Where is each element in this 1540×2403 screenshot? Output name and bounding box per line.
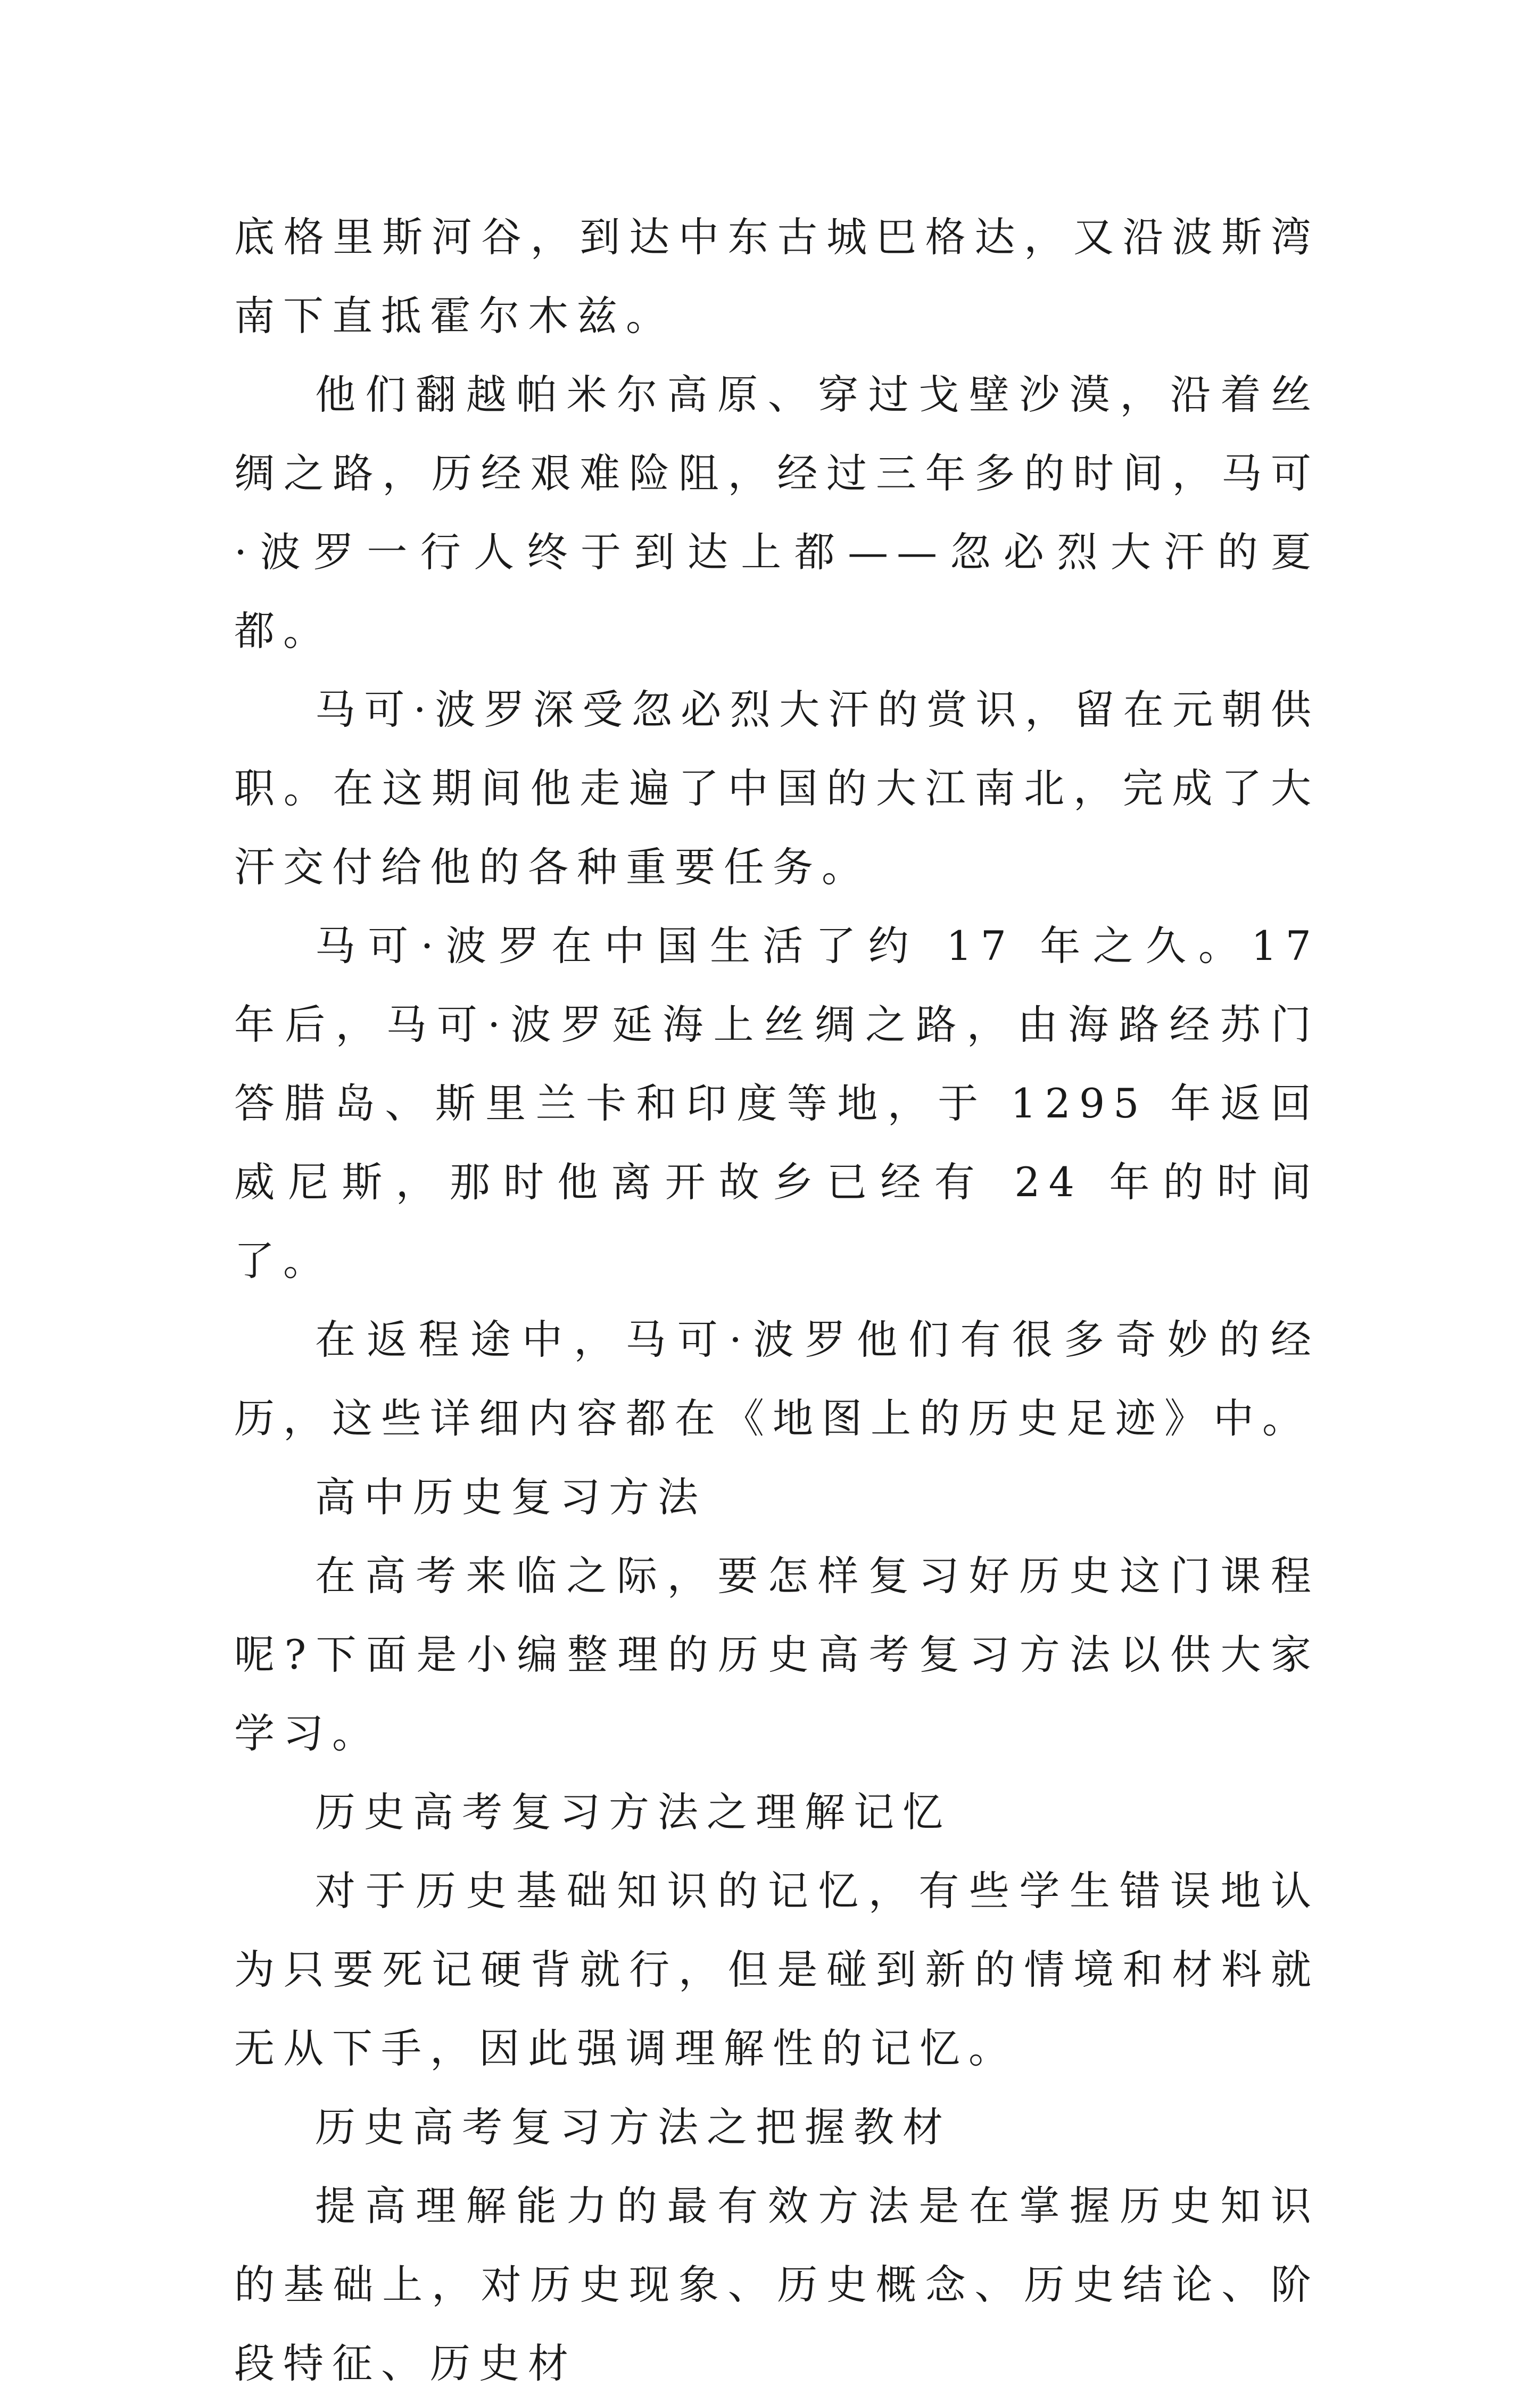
paragraph-intro: 在高考来临之际，要怎样复习好历史这门课程呢?下面是小编整理的历史高考复习方法以供大家学习。 <box>234 1552 1320 1757</box>
document-body <box>234 198 1320 2403</box>
paragraph-experiences: 在返程途中，马可·波罗他们有很多奇妙的经历，这些详细内容都在《地图上的历史足迹》中。 <box>234 1316 1320 1442</box>
paragraph-journey: 他们翻越帕米尔高原、穿过戈壁沙漠，沿着丝绸之路，历经艰难险阻，经过三年多的时间，马可·波罗一行人终于到达上都——忽必烈大汗的夏都。 <box>234 371 1320 654</box>
section-heading-memory: 历史高考复习方法之理解记忆 <box>315 1788 951 1836</box>
paragraph-memory: 对于历史基础知识的记忆，有些学生错误地认为只要死记硬背就行，但是碰到新的情境和材料就无从下手，因此强调理解性的记忆。 <box>234 1867 1320 2072</box>
paragraph-textbook: 提高理解能力的最有效方法是在掌握历史知识的基础上，对历史现象、历史概念、历史结论、阶段特征、历史材 <box>234 2182 1320 2387</box>
section-heading-review-methods: 高中历史复习方法 <box>315 1473 707 1521</box>
paragraph-continuation: 底格里斯河谷，到达中东古城巴格达，又沿波斯湾南下直抵霍尔木兹。 <box>234 213 1320 339</box>
paragraph-return: 马可·波罗在中国生活了约 17 年之久。17 年后，马可·波罗延海上丝绸之路，由海路经苏门答腊岛、斯里兰卡和印度等地，于 1295 年返回威尼斯，那时他离开故乡已经有 24 年的时间了。 <box>234 922 1320 1285</box>
paragraph-service: 马可·波罗深受忽必烈大汗的赏识，留在元朝供职。在这期间他走遍了中国的大江南北，完成了大汗交付给他的各种重要任务。 <box>234 686 1320 891</box>
section-heading-textbook: 历史高考复习方法之把握教材 <box>315 2103 951 2151</box>
